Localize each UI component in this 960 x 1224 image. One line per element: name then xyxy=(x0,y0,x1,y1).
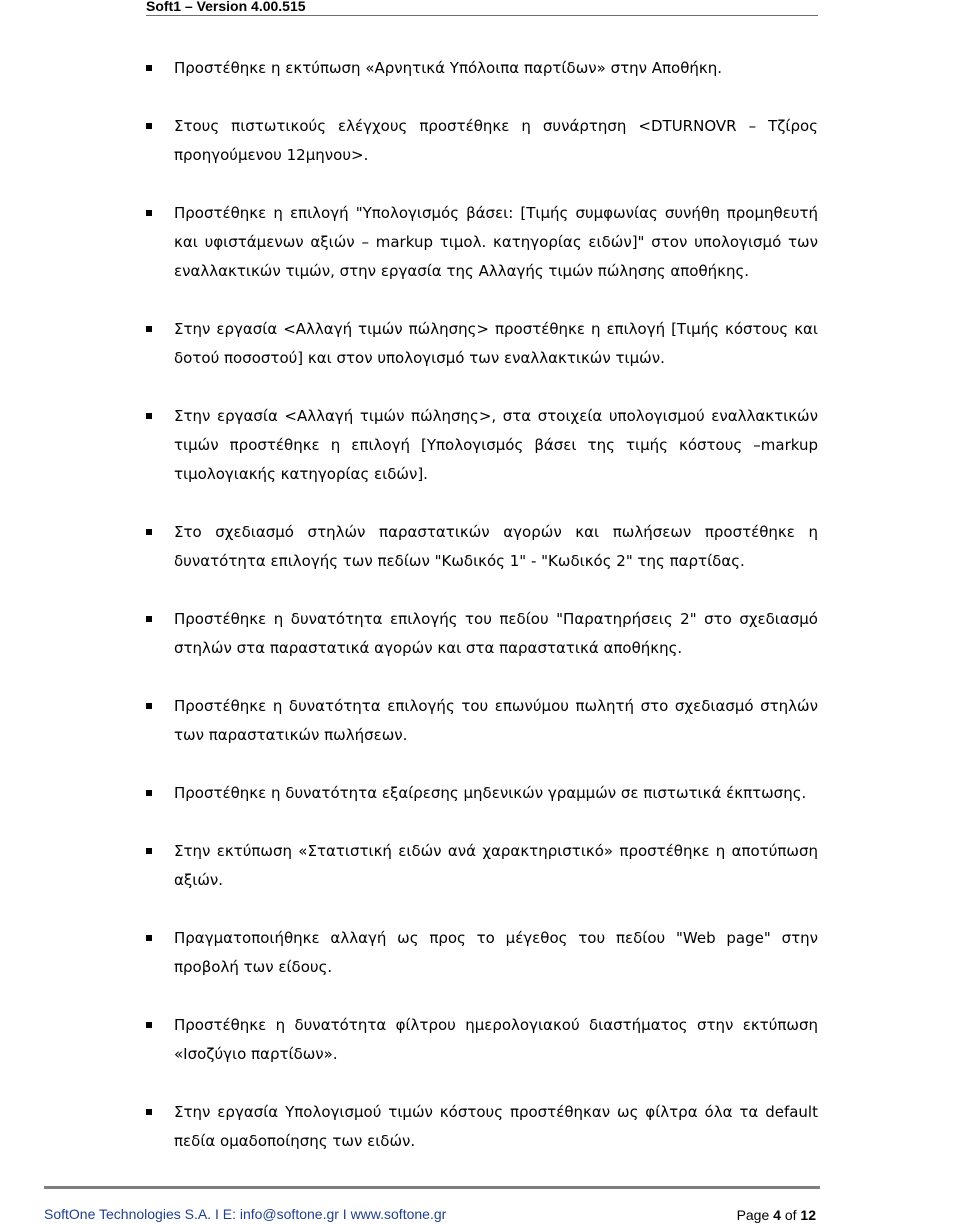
list-item xyxy=(146,837,818,895)
bullet-square-icon xyxy=(146,1022,152,1028)
list-item xyxy=(146,1098,818,1156)
footer-rule xyxy=(44,1186,820,1189)
bullet-square-icon xyxy=(146,1109,152,1115)
list-item-text: Προστέθηκε η δυνατότητα επιλογής του πεδίου "Παρατηρήσεις 2" στο σχεδιασμό στηλών στα παραστατικά αγορών και στα παραστατικά αποθήκης. xyxy=(174,610,818,657)
changelog-list xyxy=(146,54,818,1156)
of-label: of xyxy=(784,1207,797,1223)
list-item xyxy=(146,518,818,576)
list-item-text: Στους πιστωτικούς ελέγχους προστέθηκε η συνάρτηση <DTURNOVR – Τζίρος προηγούμενου 12μηνου>. xyxy=(174,117,818,164)
list-item xyxy=(146,199,818,286)
list-item-text: Πραγματοποιήθηκε αλλαγή ως προς το μέγεθος του πεδίου "Web page" στην προβολή των είδους. xyxy=(174,929,818,976)
bullet-square-icon xyxy=(146,326,152,332)
list-item-text: Προστέθηκε η δυνατότητα επιλογής του επωνύμου πωλητή στο σχεδιασμό στηλών των παραστατικών πωλήσεων. xyxy=(174,697,818,744)
list-item xyxy=(146,605,818,663)
bullet-square-icon xyxy=(146,616,152,622)
list-item xyxy=(146,692,818,750)
bullet-square-icon xyxy=(146,123,152,129)
list-item-text: Προστέθηκε η επιλογή "Υπολογισμός βάσει: [Τιμής συμφωνίας συνήθη προμηθευτή και υφιστάμενων αξιών – markup τιμολ. κατηγορίας ειδών]" στον υπολογισμό των εναλλακτικών τιμών, στην εργασία της Αλλαγής τιμών πώλησης αποθήκης. xyxy=(174,204,818,280)
footer-company-info: SoftOne Technologies S.A. I E: info@softone.gr I www.softone.gr xyxy=(44,1206,447,1222)
list-item-text: Στην εργασία <Αλλαγή τιμών πώλησης>, στα στοιχεία υπολογισμού εναλλακτικών τιμών προστέθηκε η επιλογή [Υπολογισμός βάσει της τιμής κόστους –markup τιμολογιακής κατηγορίας ειδών]. xyxy=(174,407,818,483)
bullet-square-icon xyxy=(146,529,152,535)
list-item-text: Στην εργασία <Αλλαγή τιμών πώλησης> προστέθηκε η επιλογή [Τιμής κόστους και δοτού ποσοστού] και στον υπολογισμό των εναλλακτικών τιμών. xyxy=(174,320,818,367)
page-label: Page xyxy=(736,1207,770,1223)
list-item-text: Στην εργασία Υπολογισμού τιμών κόστους προστέθηκαν ως φίλτρα όλα τα default πεδία ομαδοποίησης των ειδών. xyxy=(174,1103,818,1150)
list-item xyxy=(146,1011,818,1069)
list-item-text: Προστέθηκε η δυνατότητα εξαίρεσης μηδενικών γραμμών σε πιστωτικά έκπτωσης. xyxy=(174,784,807,802)
page-current: 4 xyxy=(773,1207,781,1223)
list-item-text: Προστέθηκε η εκτύπωση «Αρνητικά Υπόλοιπα παρτίδων» στην Αποθήκη. xyxy=(174,59,723,77)
page-number xyxy=(737,1207,816,1223)
list-item-text: Προστέθηκε η δυνατότητα φίλτρου ημερολογιακού διαστήματος στην εκτύπωση «Ισοζύγιο παρτίδων». xyxy=(174,1016,818,1063)
bullet-square-icon xyxy=(146,848,152,854)
bullet-square-icon xyxy=(146,210,152,216)
list-item xyxy=(146,112,818,170)
list-item xyxy=(146,54,818,83)
list-item xyxy=(146,779,818,808)
bullet-square-icon xyxy=(146,790,152,796)
page-footer xyxy=(44,1186,820,1224)
list-item-text: Στο σχεδιασμό στηλών παραστατικών αγορών και πωλήσεων προστέθηκε η δυνατότητα επιλογής των πεδίων "Κωδικός 1" - "Κωδικός 2" της παρτίδας. xyxy=(174,523,818,570)
list-item-text: Στην εκτύπωση «Στατιστική ειδών ανά χαρακτηριστικό» προστέθηκε η αποτύπωση αξιών. xyxy=(174,842,818,889)
list-item xyxy=(146,402,818,489)
document-title: Soft1 – Version 4.00.515 xyxy=(146,0,306,14)
page-total: 12 xyxy=(800,1207,816,1223)
bullet-square-icon xyxy=(146,935,152,941)
bullet-square-icon xyxy=(146,65,152,71)
list-item xyxy=(146,924,818,982)
bullet-square-icon xyxy=(146,703,152,709)
bullet-square-icon xyxy=(146,413,152,419)
page-header xyxy=(146,0,818,16)
list-item xyxy=(146,315,818,373)
